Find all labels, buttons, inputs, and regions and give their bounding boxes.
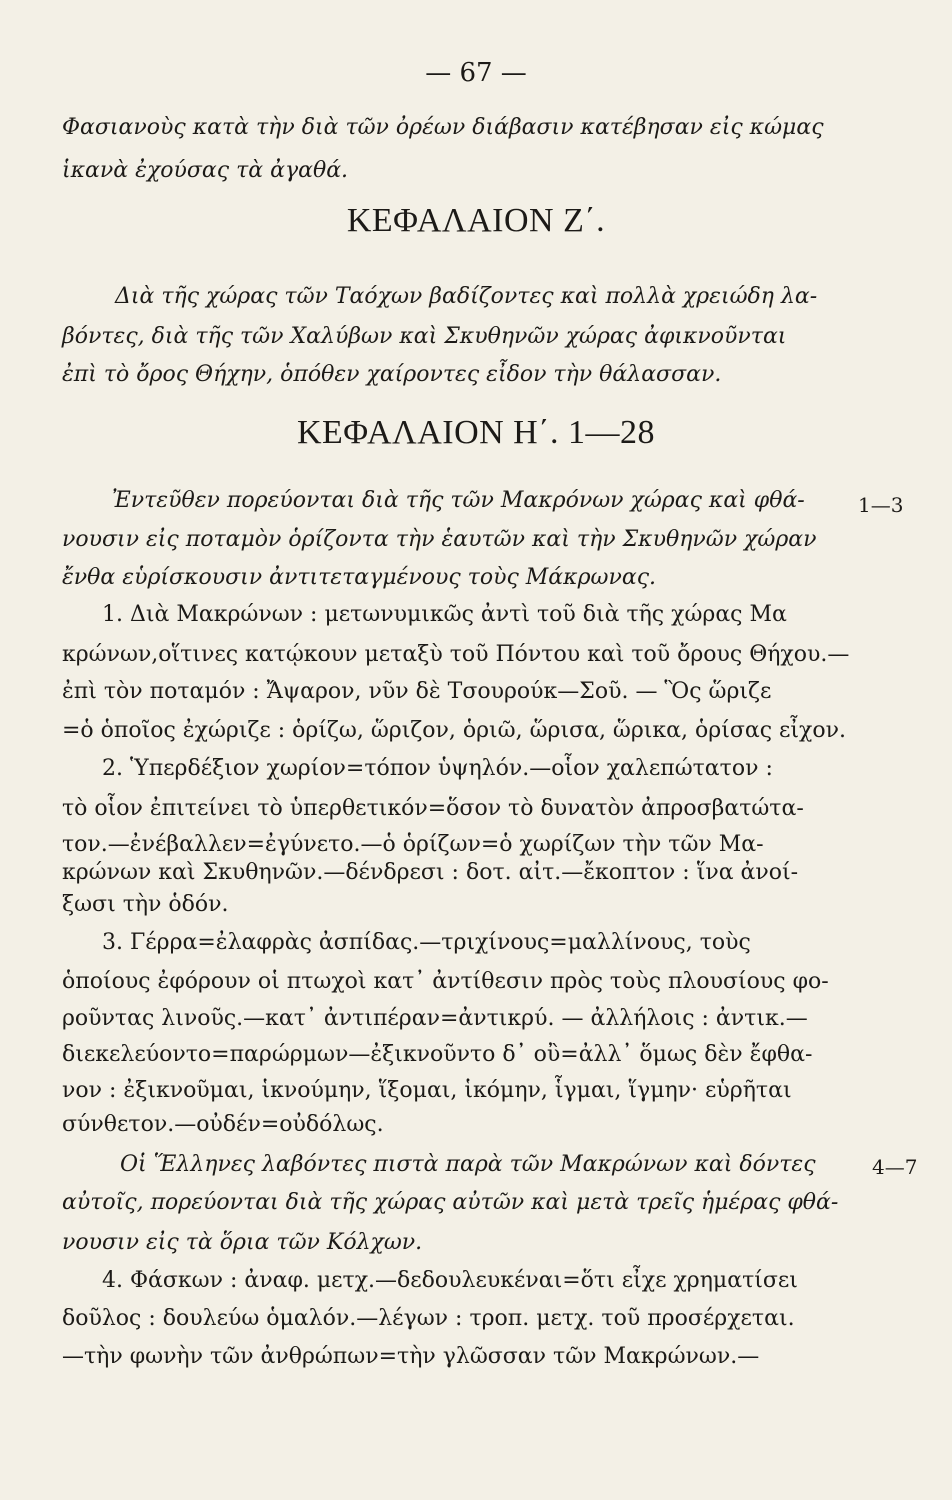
text-line: 4. Φάσκων : ἀναφ. μετχ.—δεδουλευκέναι=ὅτι εἶχε χρηματίσει <box>102 1268 798 1293</box>
text-line: ξωσι τὴν ὁδόν. <box>62 892 229 917</box>
text-line: νον : ἐξικνοῦμαι, ἱκνούμην, ἵξομαι, ἱκόμην, ἷγμαι, ἵγμην· εὑρῆται <box>62 1078 792 1103</box>
chapter-heading: ΚΕΦΑΛΑΙΟΝ Ζ΄. <box>346 202 606 239</box>
text-line: αὐτοῖς, πορεύονται διὰ τῆς χώρας αὐτῶν καὶ μετὰ τρεῖς ἡμέρας φθά- <box>62 1190 839 1215</box>
text-line: ὁποίους ἐφόρουν οἱ πτωχοὶ κατ᾽ ἀντίθεσιν πρὸς τοὺς πλουσίους φο- <box>62 969 829 994</box>
text-line: ἐπὶ τὸν ποταμόν : Ἄψαρον, νῦν δὲ Τσουρούκ—Σοῦ. — Ὃς ὥριζε <box>62 679 772 704</box>
text-line: διεκελεύοντο=παρώρμων—ἐξικνοῦντο δ᾽ οὒ=ἀλλ᾽ ὅμως δὲν ἔφθα- <box>62 1042 813 1067</box>
text-line: κρώνων,οἵτινες κατῴκουν μεταξὺ τοῦ Πόντου καὶ τοῦ ὄρους Θήχου.— <box>62 642 850 667</box>
text-line: 1. Διὰ Μακρώνων : μετωνυμικῶς ἀντὶ τοῦ διὰ τῆς χώρας Μα <box>102 602 787 627</box>
text-line: βόντες, διὰ τῆς τῶν Χαλύβων καὶ Σκυθηνῶν χώρας ἀφικνοῦνται <box>62 324 787 349</box>
text-line: =ὁ ὁποῖος ἐχώριζε : ὁρίζω, ὥριζον, ὁριῶ, ὥρισα, ὥρικα, ὁρίσας εἶχον. <box>62 718 846 743</box>
page-number: — 67 — <box>425 58 527 88</box>
text-line: κρώνων καὶ Σκυθηνῶν.—δένδρεσι : δοτ. αἰτ.—ἔκοπτον : ἵνα ἀνοί- <box>62 860 799 885</box>
text-line: 3. Γέρρα=ἐλαφρὰς ἀσπίδας.—τριχίνους=μαλλίνους, τοὺς <box>102 930 751 955</box>
text-line: Οἱ Ἕλληνες λαβόντες πιστὰ παρὰ τῶν Μακρώνων καὶ δόντες <box>120 1152 816 1177</box>
text-line: ἐπὶ τὸ ὄρος Θήχην, ὁπόθεν χαίροντες εἶδον τὴν θάλασσαν. <box>62 362 722 387</box>
text-line: —τὴν φωνὴν τῶν ἀνθρώπων=τὴν γλῶσσαν τῶν Μακρώνων.— <box>62 1344 760 1369</box>
text-line: 2. Ὑπερδέξιον χωρίον=τόπον ὑψηλόν.—οἷον χαλεπώτατον : <box>102 756 773 781</box>
text-line: σύνθετον.—οὐδέν=οὐδόλως. <box>62 1112 384 1137</box>
text-line: τον.—ἐνέβαλλεν=ἐγύνετο.—ὁ ὁρίζων=ὁ χωρίζων τὴν τῶν Μα- <box>62 832 764 857</box>
text-line: Διὰ τῆς χώρας τῶν Ταόχων βαδίζοντες καὶ πολλὰ χρειώδη λα- <box>115 284 818 309</box>
text-line: νουσιν εἰς τὰ ὅρια τῶν Κόλχων. <box>62 1230 423 1255</box>
text-line: ἔνθα εὑρίσκουσιν ἀντιτεταγμένους τοὺς Μάκρωνας. <box>62 565 657 590</box>
text-line: ἱκανὰ ἐχούσας τὰ ἀγαθά. <box>62 158 349 183</box>
margin-note: 1—3 <box>858 493 904 517</box>
text-line: Ἐντεῦθεν πορεύονται διὰ τῆς τῶν Μακρόνων χώρας καὶ φθά- <box>112 488 805 513</box>
margin-note: 4—7 <box>872 1155 918 1179</box>
text-line: νουσιν εἰς ποταμὸν ὁρίζοντα τὴν ἑαυτῶν καὶ τὴν Σκυθηνῶν χώραν <box>62 527 817 552</box>
text-line: ροῦντας λινοῦς.—κατ᾽ ἀντιπέραν=ἀντικρύ. — ἀλλήλοις : ἀντικ.— <box>62 1006 808 1031</box>
text-line: δοῦλος : δουλεύω ὁμαλόν.—λέγων : τροπ. μετχ. τοῦ προσέρχεται. <box>62 1306 795 1331</box>
text-line: Φασιανοὺς κατὰ τὴν διὰ τῶν ὀρέων διάβασιν κατέβησαν εἰς κώμας <box>62 115 824 140</box>
text-line: τὸ οἷον ἐπιτείνει τὸ ὑπερθετικόν=ὅσον τὸ δυνατὸν ἀπροσβατώτα- <box>62 796 804 821</box>
chapter-heading: ΚΕΦΑΛΑΙΟΝ Η΄. 1—28 <box>296 414 656 451</box>
